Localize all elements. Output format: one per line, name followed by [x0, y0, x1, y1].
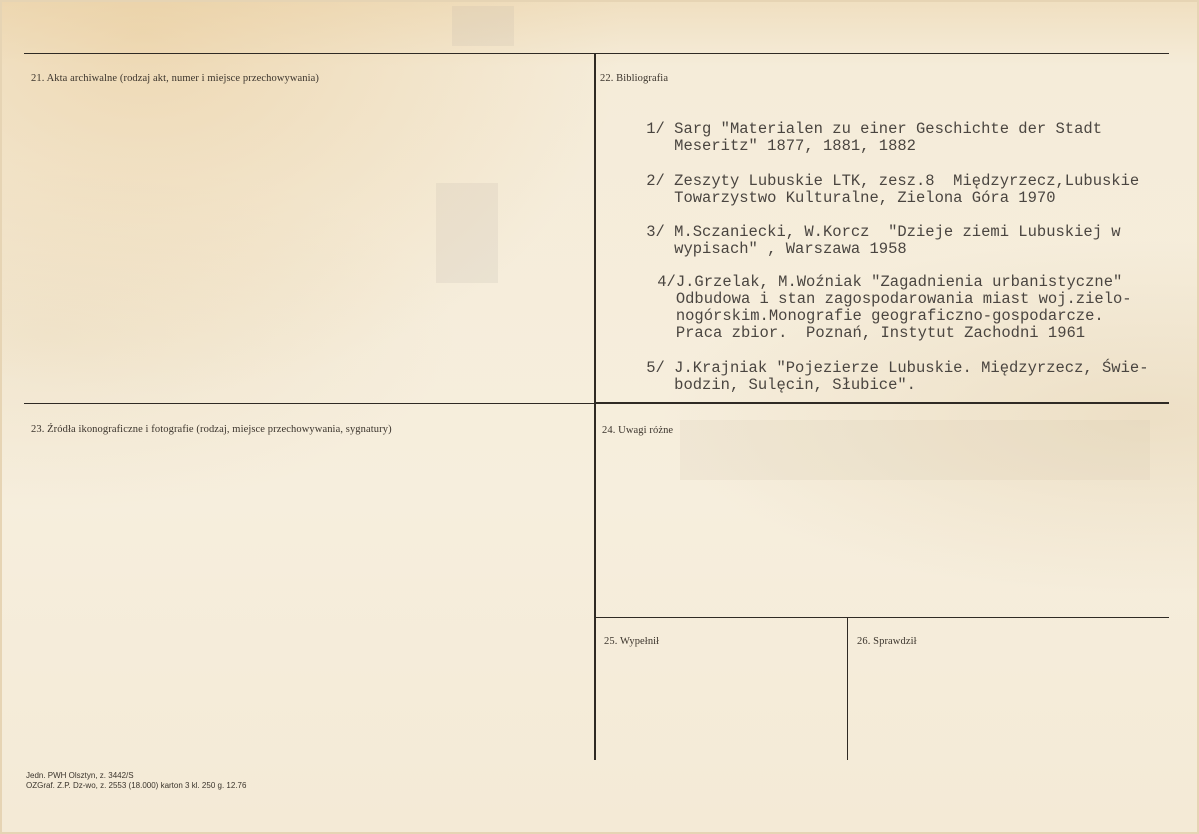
section-26-label: 26. Sprawdził: [857, 636, 917, 647]
bibliography-entry-line: J.Grzelak, M.Woźniak "Zagadnienia urbanistyczne": [675, 273, 1123, 291]
signature-divider: [847, 617, 848, 760]
bibliography-entry-number: 4/: [657, 273, 676, 291]
bibliography-entry-number: 1/: [646, 120, 665, 138]
bibliography-entry-number: 5/: [646, 359, 665, 377]
bibliography-entry-line: Zeszyty Lubuskie LTK, zesz.8 Międzyrzecz,Lubuskie: [674, 172, 1140, 190]
bibliography-entry-line: Towarzystwo Kulturalne, Zielona Góra 1970: [674, 189, 1056, 207]
bibliography-entry-line: Odbudowa i stan zagospodarowania miast woj.zielo-: [675, 290, 1132, 308]
section-23-label: 23. Źródła ikonograficzne i fotografie (rodzaj, miejsce przechowywania, sygnatury): [31, 424, 392, 435]
bleed-through-mark-middle: [436, 183, 498, 283]
section-25-label: 25. Wypełnił: [604, 636, 660, 647]
bleed-through-mark-top: [452, 6, 514, 46]
bibliography-entry-line: Sarg "Materialen zu einer Geschichte der Stadt: [674, 120, 1103, 138]
middle-rule-left: [24, 403, 594, 404]
bibliography-entry-number: 3/: [646, 223, 665, 241]
vertical-divider: [594, 53, 596, 760]
section-24-label: 24. Uwagi różne: [602, 425, 674, 436]
signature-rule: [596, 617, 1169, 618]
printer-imprint-line-1: Jedn. PWH Olsztyn, z. 3442/S: [26, 771, 134, 780]
bleed-through-mark-right: [680, 420, 1150, 480]
printer-imprint-line-2: OZGraf. Z.P. Dz-wo, z. 2553 (18.000) karton 3 kl. 250 g. 12.76: [26, 781, 247, 790]
bibliography-entry-line: Praca zbior. Poznań, Instytut Zachodni 1961: [675, 324, 1086, 342]
section-21-label: 21. Akta archiwalne (rodzaj akt, numer i miejsce przechowywania): [31, 73, 320, 84]
bibliography-entry-line: bodzin, Sulęcin, Słubice".: [674, 376, 916, 394]
bibliography-entry-line: M.Sczaniecki, W.Korcz "Dzieje ziemi Lubuskiej w: [674, 223, 1121, 241]
section-22-label: 22. Bibliografia: [600, 73, 669, 84]
bibliography-entry-line: J.Krajniak "Pojezierze Lubuskie. Międzyrzecz, Świe-: [674, 359, 1149, 377]
top-rule: [24, 53, 1169, 54]
bibliography-entry-line: wypisach" , Warszawa 1958: [674, 240, 907, 258]
bibliography-entry-line: Meseritz" 1877, 1881, 1882: [674, 137, 916, 155]
bibliography-entry: [609, 343, 1149, 411]
bibliography-entry-line: nogórskim.Monografie geograficzno-gospodarcze.: [675, 307, 1104, 325]
bibliography-entry-number: 2/: [646, 172, 665, 190]
